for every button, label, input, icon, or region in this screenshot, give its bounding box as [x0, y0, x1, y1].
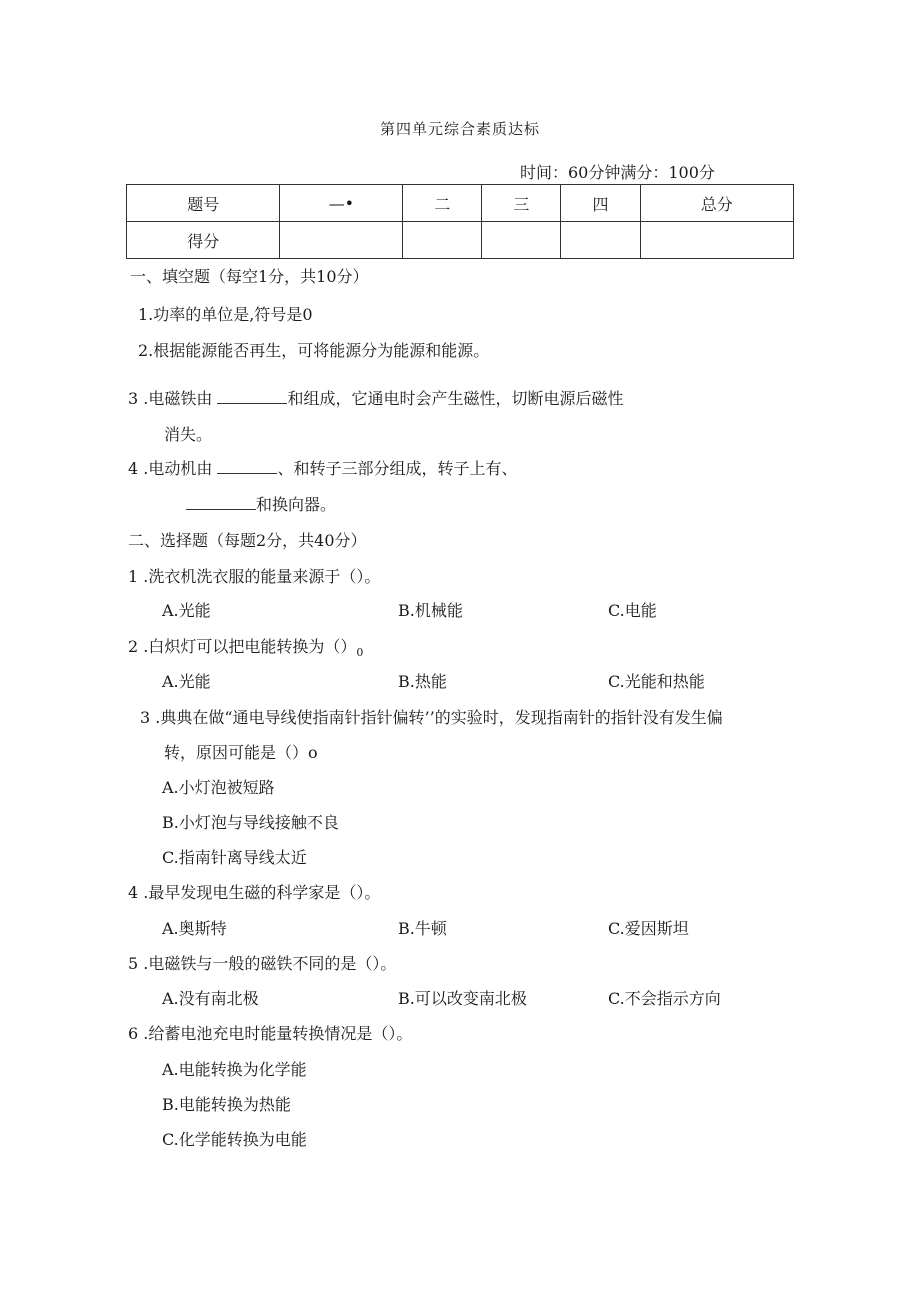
score-cell — [280, 222, 403, 259]
choice-question-6: 6 .给蓄电池充电时能量转换情况是（）。 — [128, 1024, 413, 1043]
choice-question-2-text: 2 .白炽灯可以把电能转换为（） — [128, 637, 357, 656]
score-cell — [403, 222, 482, 259]
fill-question-3-prefix: 3 .电磁铁由 — [128, 389, 218, 408]
score-table-header-cell: —• — [280, 185, 403, 222]
choice-option: C.爱因斯坦 — [608, 919, 689, 938]
choice-option: B.电能转换为热能 — [162, 1095, 291, 1114]
choice-option: B.小灯泡与导线接触不良 — [162, 813, 339, 832]
fill-question-4-prefix: 4 .电动机由 — [128, 459, 218, 478]
score-cell — [561, 222, 640, 259]
choice-option: A.没有南北极 — [162, 989, 259, 1008]
choice-option: C.光能和热能 — [608, 672, 705, 691]
score-table-header-cell: 三 — [482, 185, 561, 222]
answer-blank — [186, 495, 256, 510]
choice-option: B.机械能 — [398, 601, 463, 620]
time-info: 时间：60分钟满分：100分 — [520, 163, 715, 182]
score-table-score-row — [127, 222, 794, 259]
section1-heading: 一、填空题（每空1分，共10分） — [130, 267, 369, 286]
score-table-header-cell: 总分 — [640, 185, 793, 222]
section2-heading: 二、选择题（每题2分，共40分） — [128, 531, 367, 550]
choice-question-4: 4 .最早发现电生磁的科学家是（）。 — [128, 883, 381, 902]
score-table-row-label: 得分 — [127, 222, 280, 259]
score-table-header-cell: 题号 — [127, 185, 280, 222]
answer-blank — [217, 389, 287, 404]
choice-option: A.光能 — [162, 601, 211, 620]
fill-question-1: 1.功率的单位是,符号是0 — [138, 305, 313, 324]
choice-question-3: 3 .典典在做“通电导线使指南针指针偏转’’的实验时，发现指南针的指针没有发生偏 — [140, 708, 723, 727]
choice-question-2 — [128, 634, 363, 659]
fill-question-3-cont: 消失。 — [164, 425, 213, 444]
fill-question-3-suffix: 和组成，它通电时会产生磁性，切断电源后磁性 — [287, 389, 624, 408]
fill-question-2: 2.根据能源能否再生，可将能源分为能源和能源。 — [138, 341, 490, 360]
fill-question-4-suffix: 、和转子三部分组成，转子上有、 — [277, 459, 518, 478]
score-cell — [482, 222, 561, 259]
choice-option: C.化学能转换为电能 — [162, 1130, 307, 1149]
score-table — [126, 184, 794, 259]
score-cell — [640, 222, 793, 259]
choice-question-3-cont: 转，原因可能是（）o — [164, 743, 318, 762]
choice-option: C.指南针离导线太近 — [162, 848, 307, 867]
score-table-header-row — [127, 185, 794, 222]
choice-option: C.电能 — [608, 601, 657, 620]
fill-question-4-cont-suffix: 和换向器。 — [256, 495, 337, 514]
choice-option: A.光能 — [162, 672, 211, 691]
score-table-header-cell: 四 — [561, 185, 640, 222]
choice-question-5: 5 .电磁铁与一般的磁铁不同的是（）。 — [128, 954, 397, 973]
choice-option: A.小灯泡被短路 — [162, 778, 275, 797]
choice-option: C.不会指示方向 — [608, 989, 721, 1008]
fill-question-4 — [128, 456, 517, 479]
fill-question-3 — [128, 386, 623, 409]
answer-blank — [217, 459, 277, 474]
page-title: 第四单元综合素质达标 — [379, 120, 540, 138]
choice-option: B.可以改变南北极 — [398, 989, 527, 1008]
choice-option: B.牛顿 — [398, 919, 447, 938]
fill-question-4-cont — [186, 492, 336, 515]
score-table-header-cell: 二 — [403, 185, 482, 222]
choice-option: A.奥斯特 — [162, 919, 227, 938]
choice-question-2-mark: 0 — [356, 646, 364, 660]
choice-option: A.电能转换为化学能 — [162, 1060, 307, 1079]
choice-option: B.热能 — [398, 672, 447, 691]
choice-question-1: 1 .洗衣机洗衣服的能量来源于（）。 — [128, 567, 381, 586]
